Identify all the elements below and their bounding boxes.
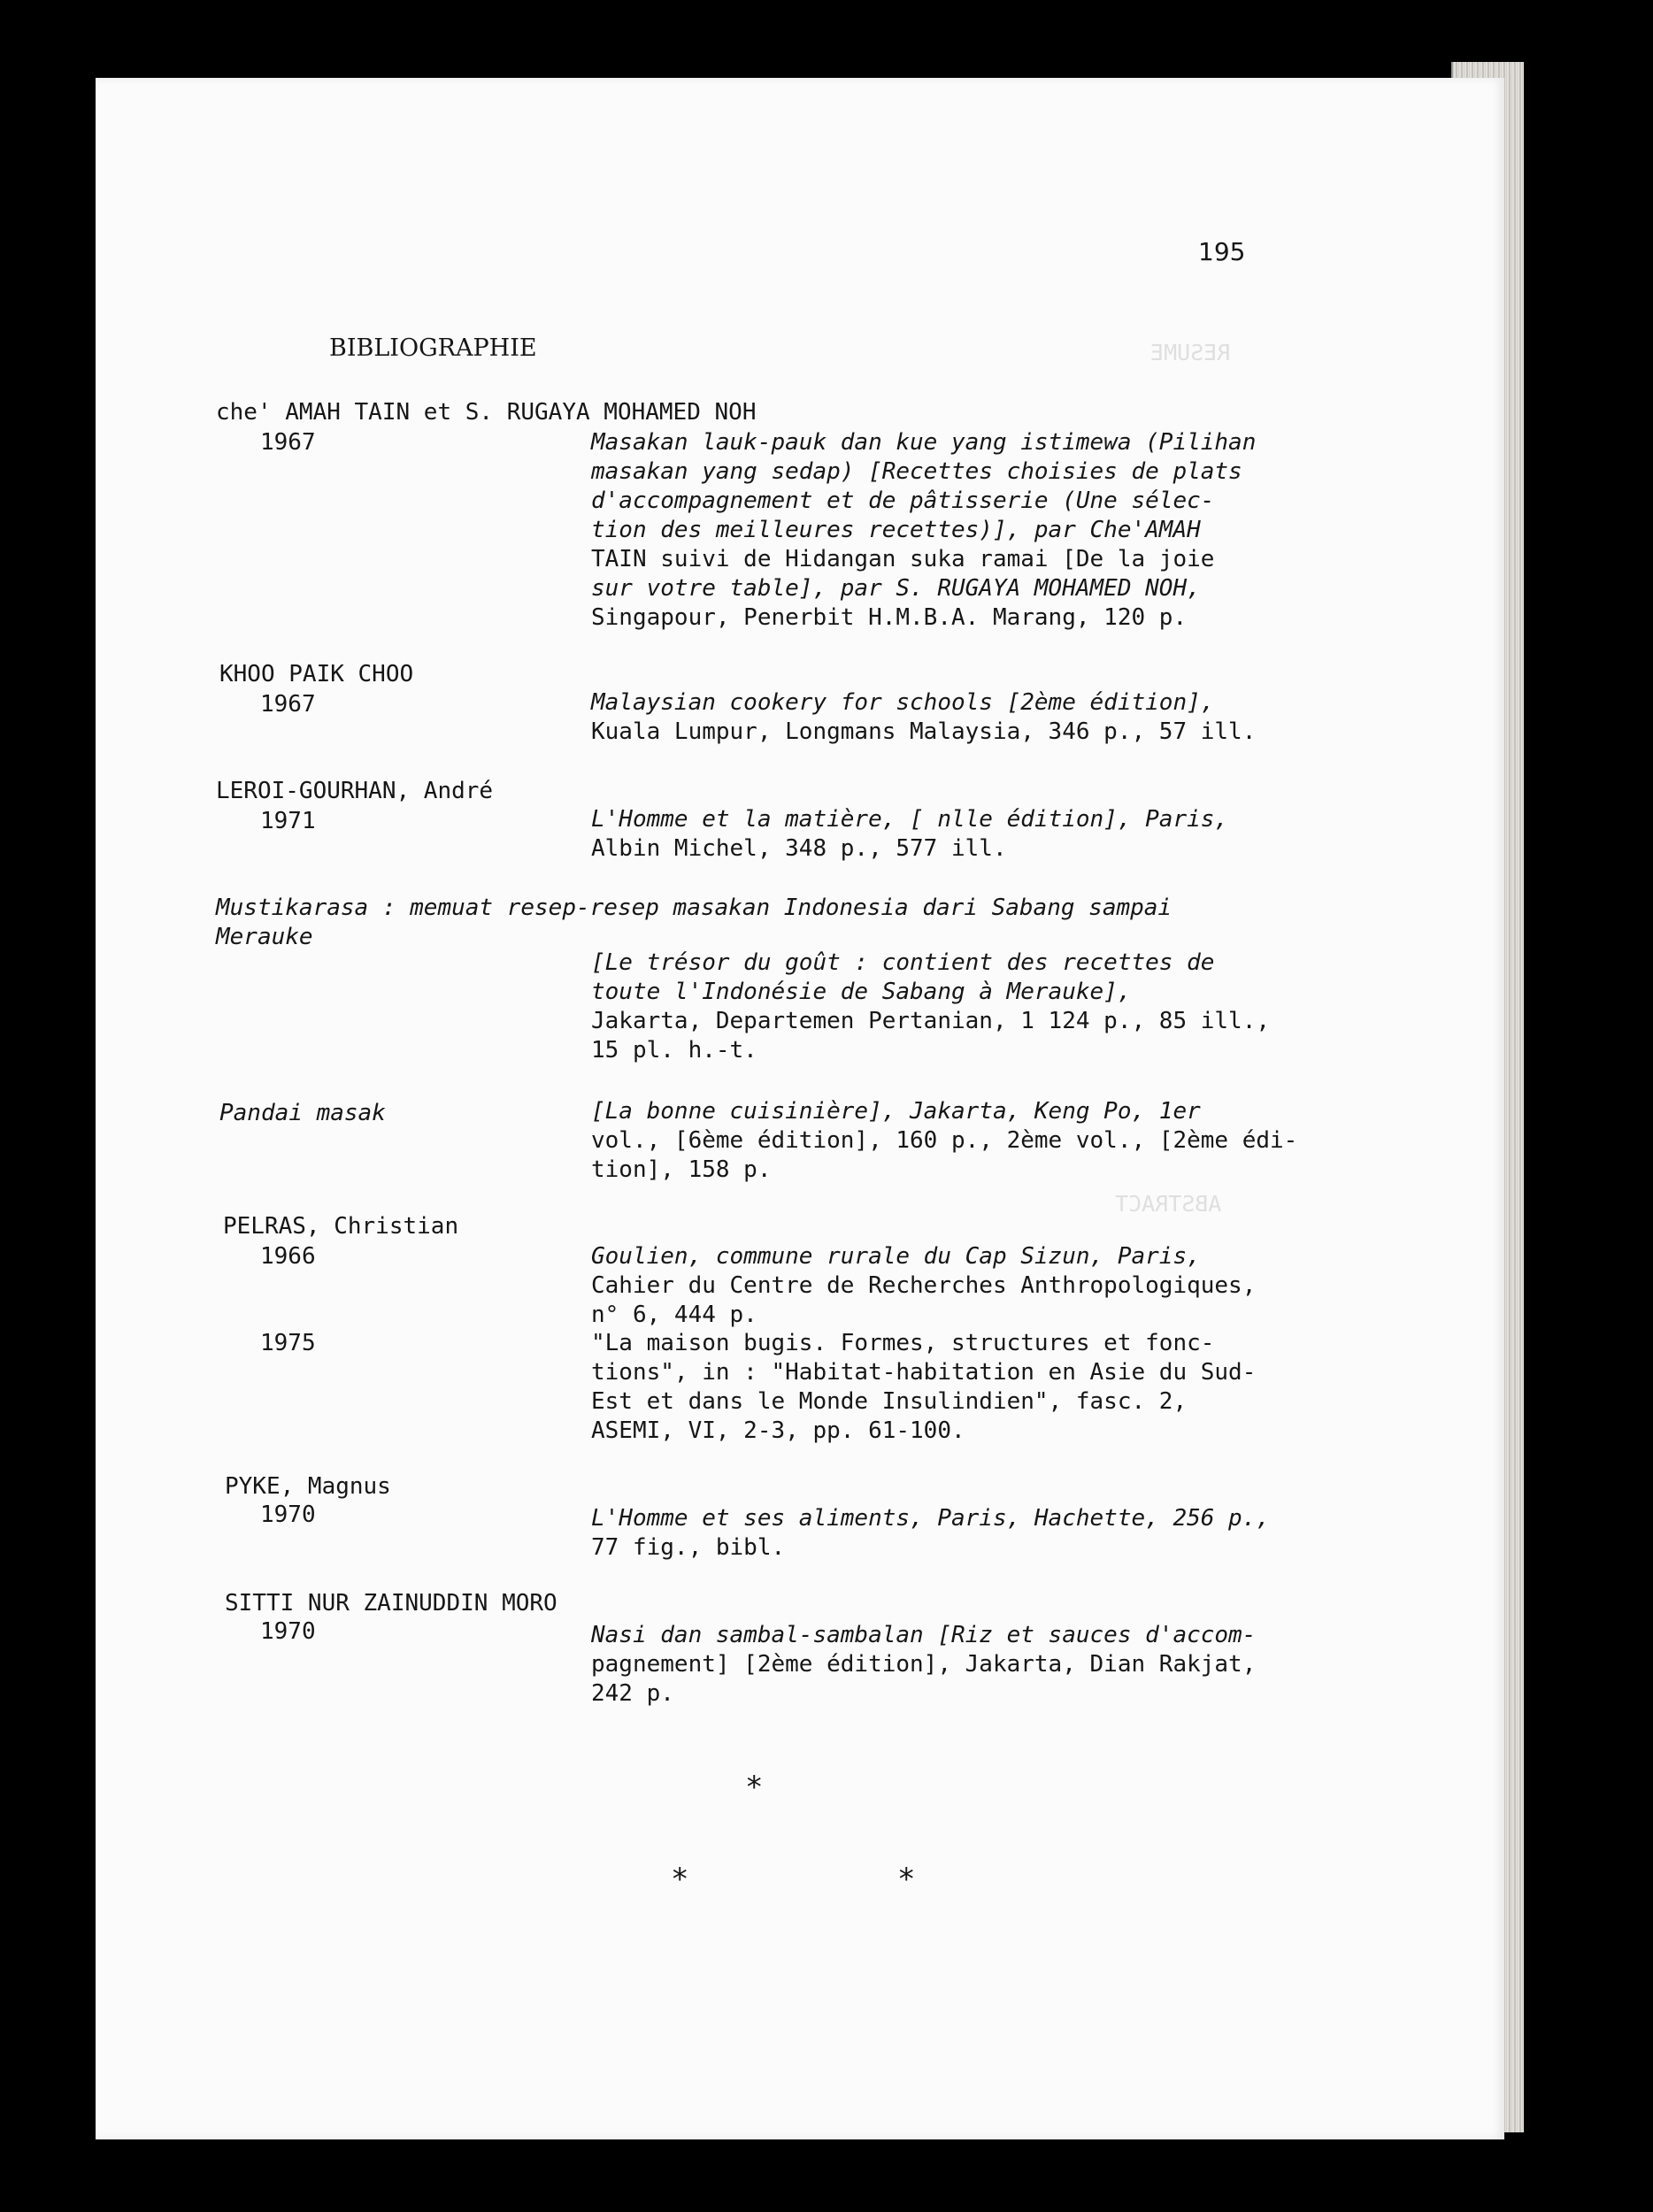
entry-body	[591, 1621, 1299, 1709]
bibliography-heading: BIBLIOGRAPHIE	[329, 334, 537, 362]
show-through-heading: RESUME	[1150, 340, 1231, 365]
entry-year: 1970	[260, 1502, 316, 1528]
entry-body	[591, 1097, 1299, 1185]
entry-line: toute l'Indonésie de Sabang à Merauke],	[591, 979, 1132, 1005]
entry-author: KHOO PAIK CHOO	[219, 661, 414, 687]
entry-line: tion des meilleures recettes)], par Che'AMAH	[591, 517, 1201, 543]
entry-year: 1967	[260, 429, 316, 456]
entry-line: Kuala Lumpur, Longmans Malaysia, 346 p., 57 ill.	[591, 718, 1257, 745]
entry-line: TAIN suivi de Hidangan suka ramai [De la joie	[591, 546, 1215, 572]
entry-line: Est et dans le Monde Insulindien", fasc. 2,	[591, 1388, 1188, 1415]
entry-line: vol., [6ème édition], 160 p., 2ème vol., [2ème édi-	[591, 1127, 1298, 1154]
entry-author: PYKE, Magnus	[225, 1473, 391, 1500]
entry-line: "La maison bugis. Formes, structures et fonc-	[591, 1330, 1215, 1356]
entry-line: Cahier du Centre de Recherches Anthropologiques,	[591, 1272, 1257, 1299]
entry-body	[591, 1504, 1299, 1563]
entry-line: Masakan lauk-pauk dan kue yang istimewa (Pilihan	[591, 429, 1257, 456]
entry-body	[591, 688, 1299, 747]
entry-line: [Le trésor du goût : contient des recettes de	[591, 949, 1215, 976]
entry-line: Malaysian cookery for schools [2ème édition],	[591, 689, 1215, 716]
show-through-heading-2: ABSTRACT	[1115, 1191, 1222, 1217]
entry-line: Albin Michel, 348 p., 577 ill.	[591, 835, 1007, 862]
entry-title: Merauke	[216, 924, 313, 950]
entry-body	[591, 949, 1299, 1065]
entry-line: L'Homme et la matière, [ nlle édition], Paris,	[591, 806, 1229, 833]
entry-line: 77 fig., bibl.	[591, 1534, 786, 1561]
entry-body	[591, 805, 1299, 864]
entry-line: 242 p.	[591, 1680, 674, 1707]
entry-line: Jakarta, Departemen Pertanian, 1 124 p., 85 ill.,	[591, 1008, 1271, 1034]
entry-line: sur votre table], par S. RUGAYA MOHAMED NOH,	[591, 575, 1201, 602]
separator-asterisk: *	[897, 1862, 916, 1897]
entry-line: tion], 158 p.	[591, 1156, 772, 1183]
separator-asterisk: *	[745, 1770, 764, 1805]
entry-author: PELRAS, Christian	[223, 1213, 459, 1240]
entry-line: tions", in : "Habitat-habitation en Asie du Sud-	[591, 1359, 1257, 1386]
entry-line: pagnement] [2ème édition], Jakarta, Dian Rakjat,	[591, 1651, 1257, 1678]
entry-title: Pandai masak	[219, 1100, 386, 1126]
entry-year: 1967	[260, 691, 316, 718]
page-number: 195	[1198, 237, 1246, 266]
separator-asterisk: *	[671, 1862, 689, 1897]
entry-line: [La bonne cuisinière], Jakarta, Keng Po, 1er	[591, 1098, 1201, 1125]
entry-body	[591, 1329, 1299, 1446]
entry-line: Goulien, commune rurale du Cap Sizun, Paris,	[591, 1243, 1201, 1270]
entry-line: 15 pl. h.-t.	[591, 1037, 757, 1064]
entry-author: che' AMAH TAIN et S. RUGAYA MOHAMED NOH	[216, 399, 757, 426]
entry-year: 1975	[260, 1330, 316, 1356]
entry-title: Mustikarasa : memuat resep-resep masakan Indonesia dari Sabang sampai	[216, 895, 1172, 921]
entry-author: SITTI NUR ZAINUDDIN MORO	[225, 1590, 557, 1617]
entry-body	[591, 428, 1299, 633]
entry-year: 1966	[260, 1243, 316, 1270]
entry-year: 1970	[260, 1618, 316, 1645]
entry-line: d'accompagnement et de pâtisserie (Une sélec-	[591, 488, 1215, 514]
entry-line: L'Homme et ses aliments, Paris, Hachette, 256 p.,	[591, 1505, 1271, 1532]
entry-year: 1971	[260, 808, 316, 834]
entry-line: Singapour, Penerbit H.M.B.A. Marang, 120 p.	[591, 604, 1188, 631]
entry-line: masakan yang sedap) [Recettes choisies de plats	[591, 458, 1242, 485]
entry-line: Nasi dan sambal-sambalan [Riz et sauces d'accom-	[591, 1622, 1257, 1648]
entry-line: ASEMI, VI, 2-3, pp. 61-100.	[591, 1417, 965, 1444]
entry-author: LEROI-GOURHAN, André	[216, 778, 494, 804]
entry-body	[591, 1242, 1299, 1330]
entry-line: n° 6, 444 p.	[591, 1302, 757, 1328]
